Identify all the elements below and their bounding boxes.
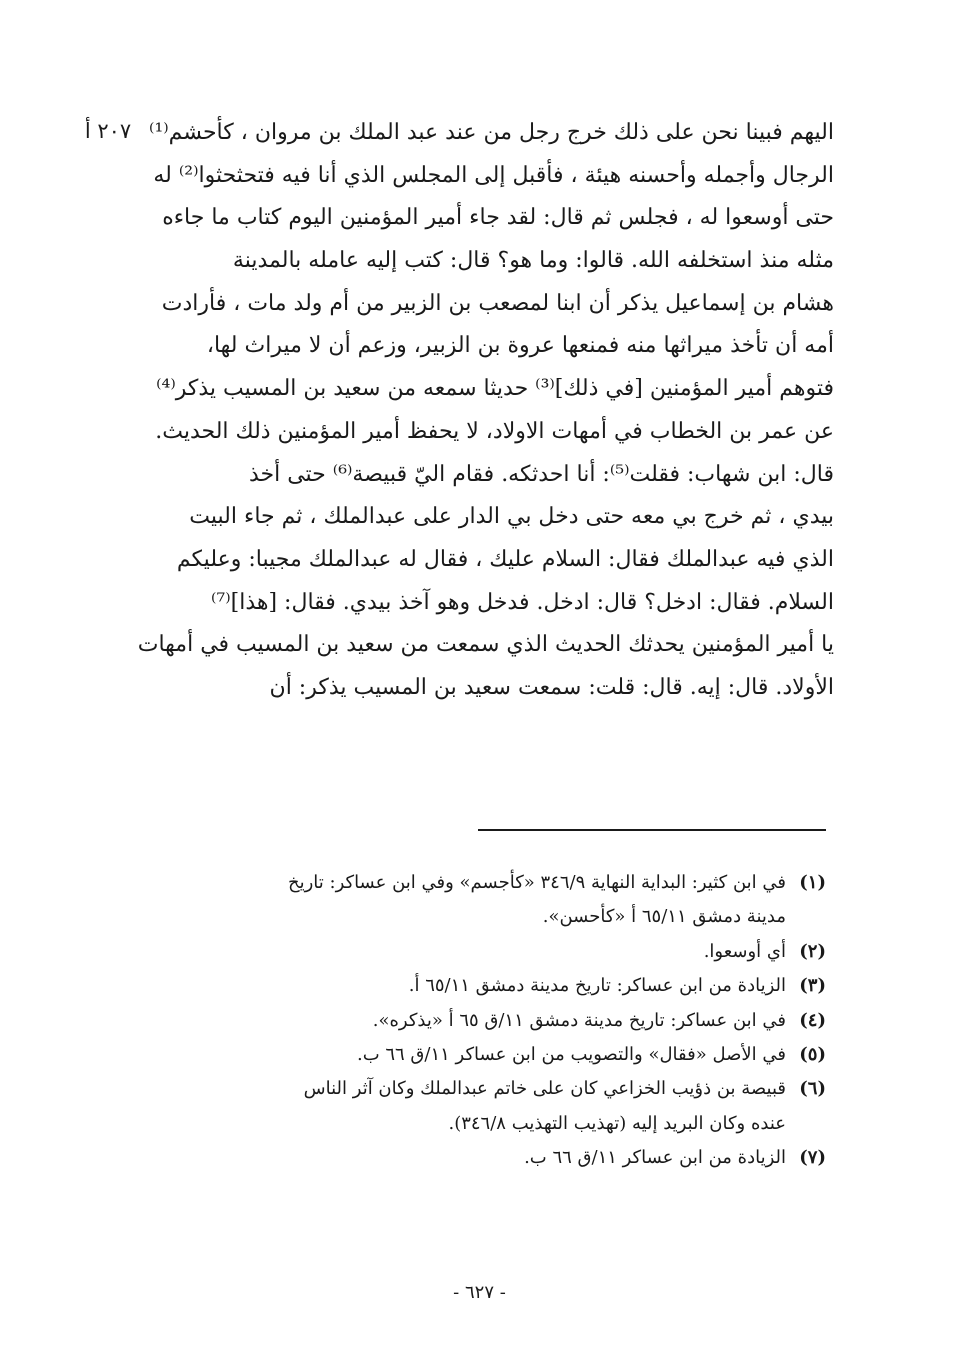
- text-line: أمه أن تأخذ ميراثها منه فمنعها عروة بن الزبير، وزعم أن لا ميراث لها،: [206, 333, 834, 359]
- text-line: الأولاد. قال: إيه. قال: قلت: سمعت سعيد بن المسيب يذكر: أن: [269, 674, 834, 700]
- footnote-number: (٤): [799, 1009, 826, 1031]
- footnote-line: أي أوسعوا.: [703, 940, 786, 962]
- footnote-line: في ابن كثير: البداية النهاية ٣٤٦/٩ «كأجسم» وفي ابن عساكر: تاريخ: [287, 872, 786, 893]
- footnote-number: (٣): [799, 975, 826, 997]
- footnote-number: (٢): [799, 940, 826, 962]
- text-line: عن عمر بن الخطاب في أمهات الاولاد، لا يحفظ أمير المؤمنين ذلك الحديث.: [155, 418, 834, 444]
- manuscript-folio-reference: ٢٠٧ أ: [84, 119, 132, 143]
- footnote-line: قبيصة بن ذؤيب الخزاعي كان على خاتم عبدالملك وكان آثر الناس: [303, 1078, 786, 1100]
- text-line: حتى أوسعوا له ، فجلس ثم قال: لقد جاء أمير المؤمنين اليوم كتاب ما جاءه: [162, 205, 834, 231]
- footnote-text: [190, 1141, 786, 1175]
- text-line: اليهم فبينا نحن على ذلك خرج رجل من عند عبد الملك بن مروان ، كأحشم⁽¹⁾: [149, 120, 834, 145]
- footnote-text: [190, 1072, 786, 1141]
- footnote-text: [190, 866, 786, 935]
- footnote-line: مدينة دمشق ٦٥/١١ أ «كأحسن».: [542, 906, 786, 928]
- footnote: [190, 1038, 826, 1072]
- text-line: السلام. فقال: ادخل؟ قال: ادخل. فدخل وهو آخذ بيدي. فقال: [هذا]⁽⁷⁾: [211, 589, 834, 615]
- footnote-text: [190, 969, 786, 1003]
- footnote: [190, 866, 826, 935]
- footnote-text: [190, 935, 786, 969]
- text-line: يا أمير المؤمنين يحدثك الحديث الذي سمعت من سعيد بن المسيب في أمهات: [138, 632, 834, 658]
- page-number: - ٦٢٧ -: [453, 1282, 506, 1303]
- text-line: مثله منذ استخلفه الله. قالوا: وما هو؟ قال: كتب إليه عامله بالمدينة: [232, 248, 834, 274]
- footnote-number: (١): [799, 872, 826, 893]
- footnote: [190, 1004, 826, 1038]
- footnotes: [190, 866, 826, 1176]
- footnote-separator: [478, 829, 826, 831]
- footnote-text: [190, 1004, 786, 1038]
- main-text: [138, 112, 834, 710]
- text-line: بيدي ، ثم خرج بي معه حتى دخل بي الدار على عبدالملك ، ثم جاء البيت: [189, 504, 834, 530]
- footnote-line: الزيادة من ابن عساكر: تاريخ مدينة دمشق ٦٥/١١ أ.: [408, 975, 786, 997]
- footnote-number: (٥): [799, 1044, 826, 1065]
- footnote: [190, 1141, 826, 1175]
- footnote: [190, 1072, 826, 1141]
- footnote-number: (٦): [799, 1078, 826, 1100]
- text-line: قال: ابن شهاب: فقلت⁽⁵⁾: أنا احدثكه. فقام اليّ قبيصة⁽⁶⁾ حتى أخذ: [248, 461, 834, 487]
- text-line: الرجال وأجمله وأحسنه هيئة ، فأقبل إلى المجلس الذي أنا فيه فتحثحثوا⁽²⁾ له: [153, 162, 834, 188]
- footnote-line: في الأصل «فقال» والتصويب من ابن عساكر ١١/ق ٦٦ ب.: [356, 1044, 786, 1065]
- text-line: الذي فيه عبدالملك فقال: السلام عليك ، فقال له عبدالملك مجيبا: وعليكم: [176, 546, 834, 572]
- footnote: [190, 969, 826, 1003]
- footnote-line: الزيادة من ابن عساكر ١١/ق ٦٦ ب.: [524, 1147, 786, 1169]
- text-line: هشام بن إسماعيل يذكر أن ابنا لمصعب بن الزبير من أم ولد مات ، فأرادت: [161, 290, 834, 316]
- text-line: فتوهم أمير المؤمنين [في ذلك]⁽³⁾ حديثا سمعه من سعيد بن المسيب يذكر⁽⁴⁾: [156, 376, 834, 402]
- footnote-text: [190, 1038, 786, 1072]
- footnote-line: عنده وكان البريد إليه (تهذيب التهذيب ٣٤٦/٨).: [448, 1112, 786, 1134]
- footnote: [190, 935, 826, 969]
- footnote-line: في ابن عساكر: تاريخ مدينة دمشق ١١/ق ٦٥ أ «يذكره».: [372, 1009, 786, 1031]
- footnote-number: (٧): [799, 1147, 826, 1169]
